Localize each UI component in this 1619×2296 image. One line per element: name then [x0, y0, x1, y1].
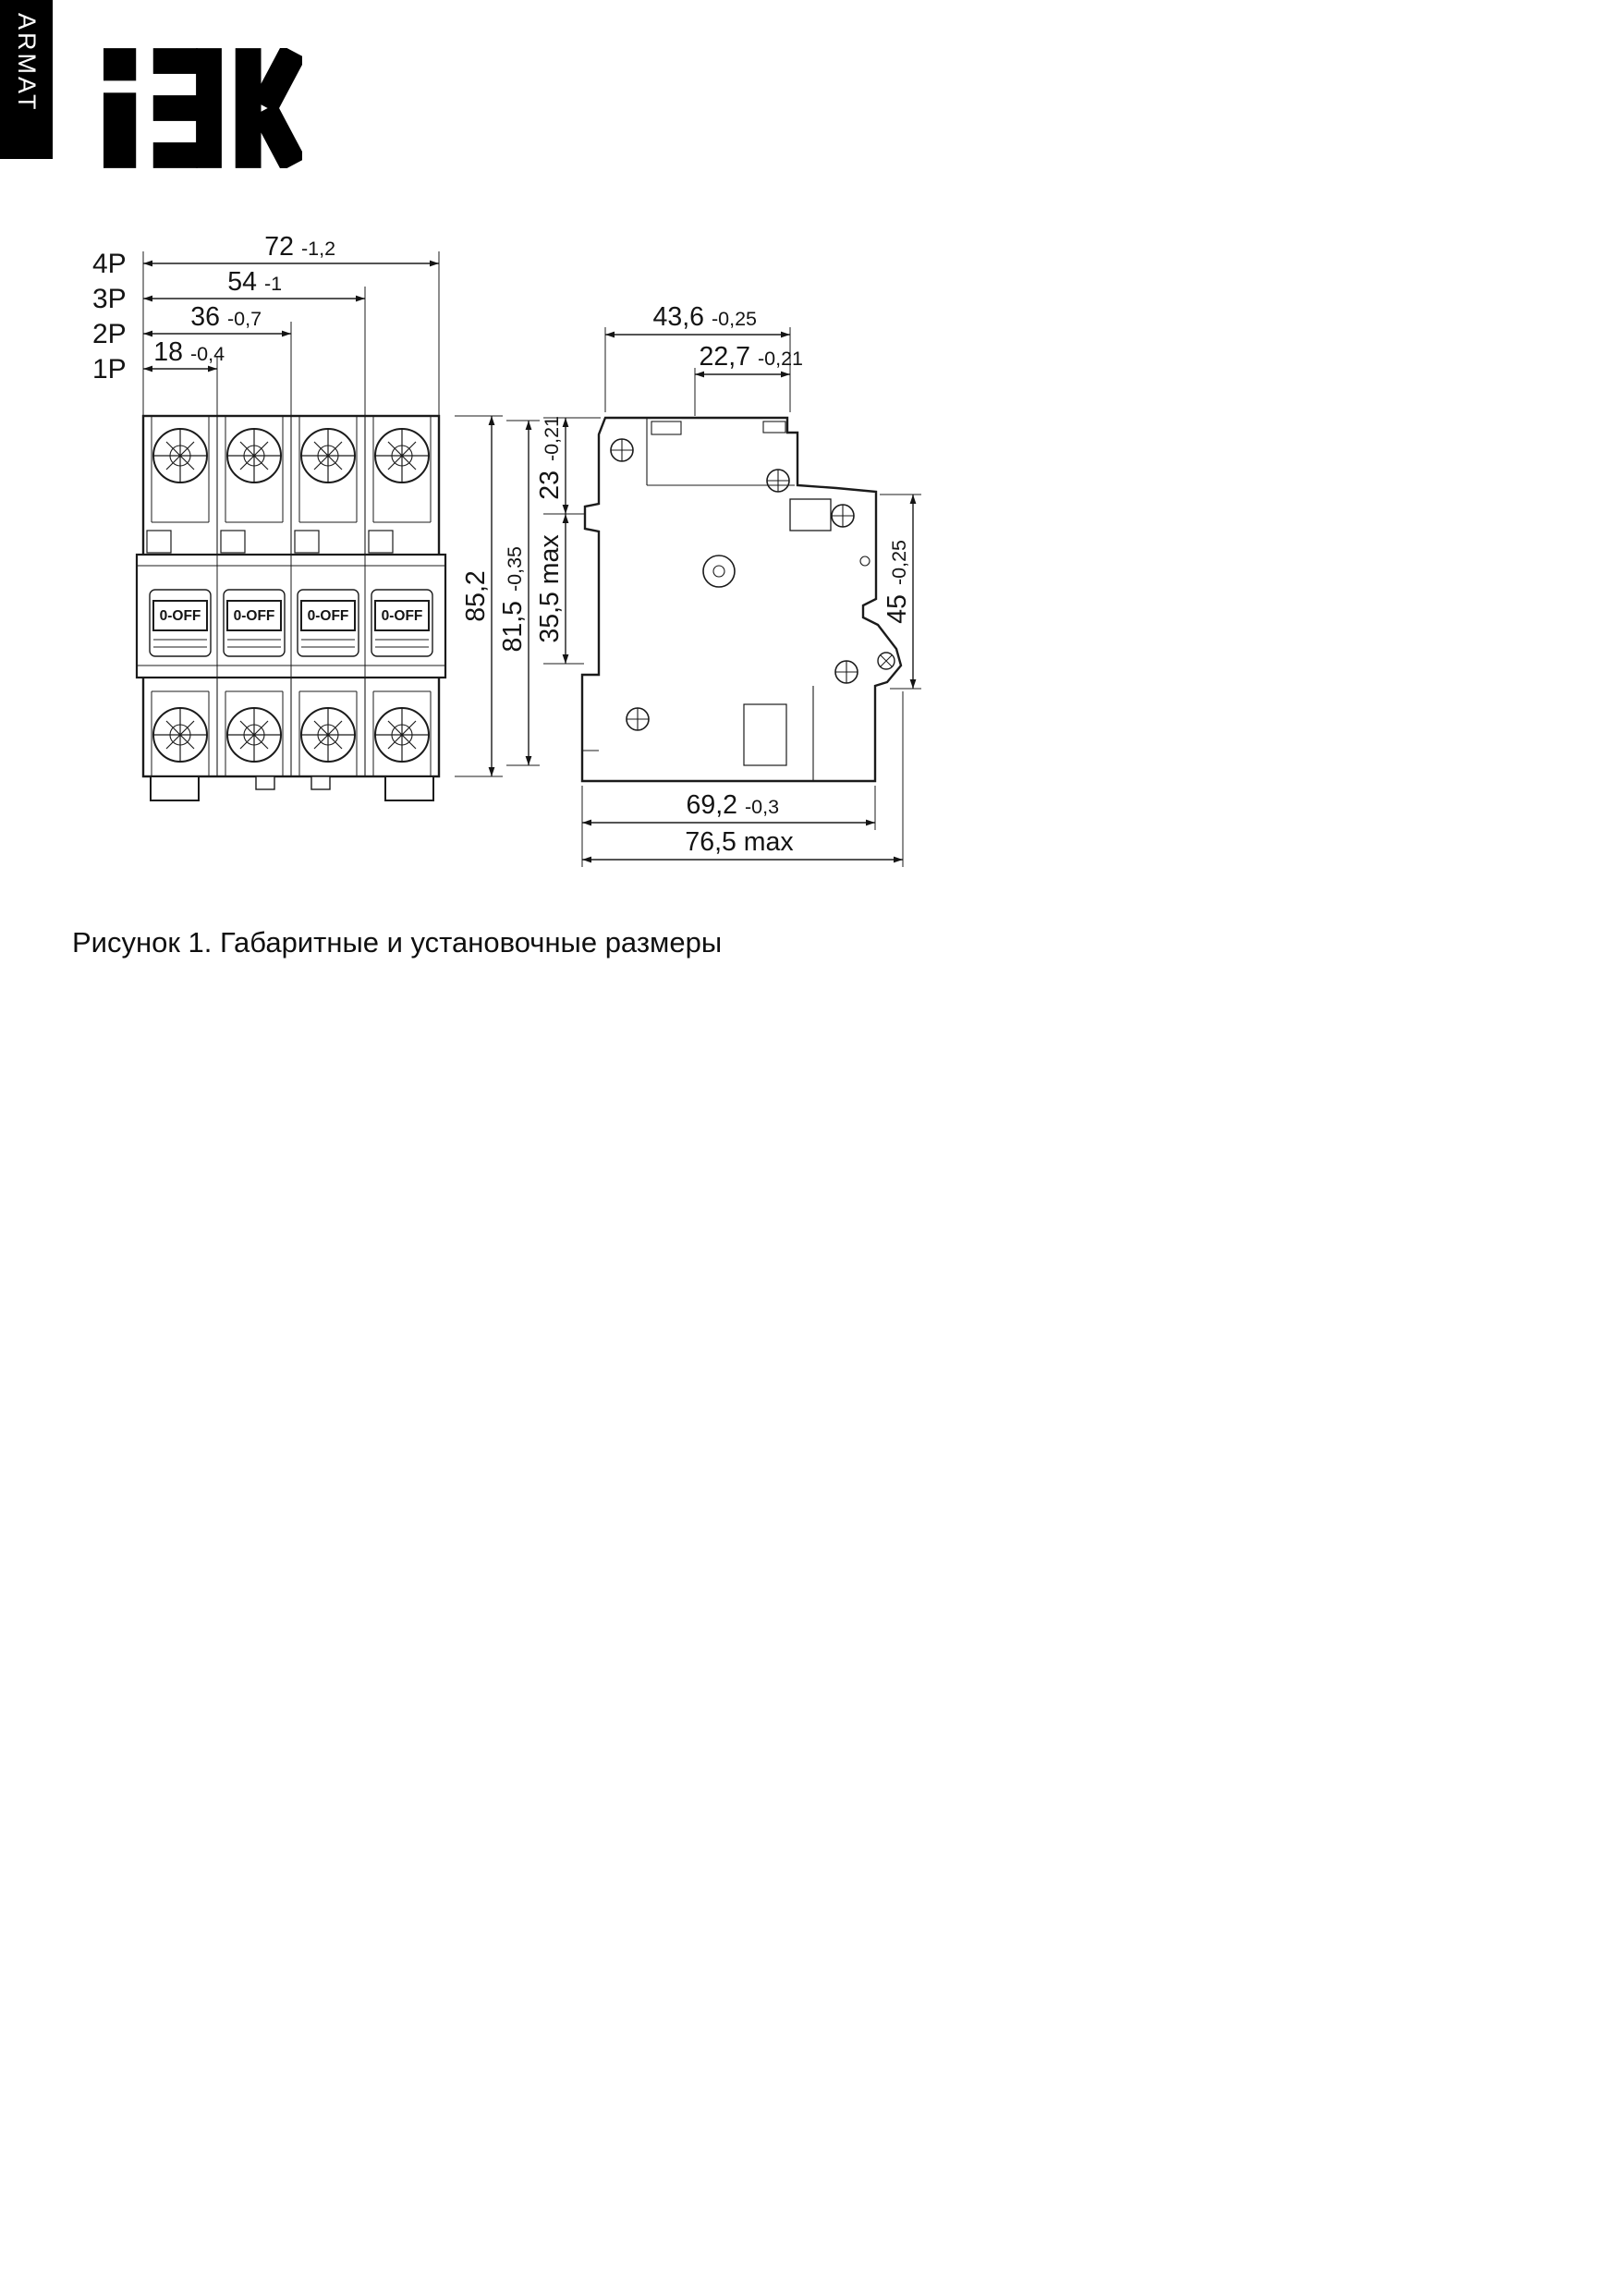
- dim-din-span-tolerance: -0,25: [888, 539, 910, 585]
- toggle-label-2: 0-OFF: [233, 608, 275, 624]
- terminal-screw-bottom-2: [227, 708, 281, 762]
- dim-upper-width-tolerance: -0,21: [758, 348, 804, 370]
- dim-body-height-tolerance: -0,35: [504, 545, 526, 592]
- toggle-label-3: 0-OFF: [307, 608, 349, 624]
- side-rivet-2: [767, 470, 789, 492]
- side-rivet-4: [832, 505, 854, 527]
- terminal-screw-bottom-4: [375, 708, 429, 762]
- terminal-screw-bottom-3: [301, 708, 355, 762]
- mount-foot-center-2: [311, 776, 330, 789]
- dim-din-span-value: 45: [883, 594, 912, 624]
- pole-label-4p: 4P: [92, 249, 127, 279]
- mount-foot-center-1: [256, 776, 274, 789]
- dim-bottom-width-value: 69,2: [686, 790, 737, 820]
- side-rivet-5: [835, 661, 858, 683]
- dim-1p-tolerance: -0,4: [190, 343, 225, 365]
- terminal-screw-top-3: [301, 429, 355, 482]
- dim-2p-tolerance: -0,7: [227, 308, 262, 330]
- terminal-screw-top-2: [227, 429, 281, 482]
- terminal-screw-bottom-1: [153, 708, 207, 762]
- terminal-screw-top-4: [375, 429, 429, 482]
- front-view: [92, 232, 445, 800]
- pole-label-1p: 1P: [92, 354, 127, 385]
- dim-2p-value: 36: [190, 302, 220, 332]
- dim-toggle-zone-value: 35,5 max: [535, 534, 565, 643]
- toggle-label-4: 0-OFF: [381, 608, 423, 624]
- dim-top-offset-tolerance: -0,21: [541, 415, 563, 461]
- dim-3p-tolerance: -1: [264, 273, 283, 295]
- dim-4p-value: 72: [264, 232, 294, 262]
- dim-top-width-value: 43,6: [652, 302, 704, 332]
- side-view: [582, 418, 901, 781]
- dim-body-height-value: 81,5: [498, 601, 528, 653]
- dim-1p-value: 18: [153, 337, 183, 367]
- dim-bottom-width-tolerance: -0,3: [745, 796, 780, 818]
- pole-label-3p: 3P: [92, 284, 127, 314]
- armat-series-label: ARMAT: [13, 13, 41, 113]
- toggle-label-1: 0-OFF: [159, 608, 201, 624]
- dim-upper-width-value: 22,7: [699, 342, 750, 372]
- dim-top-width-tolerance: -0,25: [712, 308, 758, 330]
- mount-tab-left: [151, 776, 199, 800]
- pole-label-2p: 2P: [92, 319, 127, 349]
- dim-overall-height-value: 85,2: [461, 570, 491, 622]
- technical-drawing: [0, 0, 1619, 1017]
- dim-max-depth-value: 76,5 max: [685, 827, 794, 857]
- dim-4p-tolerance: -1,2: [301, 238, 336, 260]
- mount-tab-right: [385, 776, 433, 800]
- terminal-screw-top-1: [153, 429, 207, 482]
- side-rivet-3: [627, 708, 649, 730]
- figure-caption: Рисунок 1. Габаритные и установочные размеры: [72, 926, 723, 959]
- height-dimensions: [455, 416, 601, 776]
- dim-3p-value: 54: [227, 267, 257, 297]
- side-rivet-1: [611, 439, 633, 461]
- dim-top-offset-value: 23: [535, 470, 565, 500]
